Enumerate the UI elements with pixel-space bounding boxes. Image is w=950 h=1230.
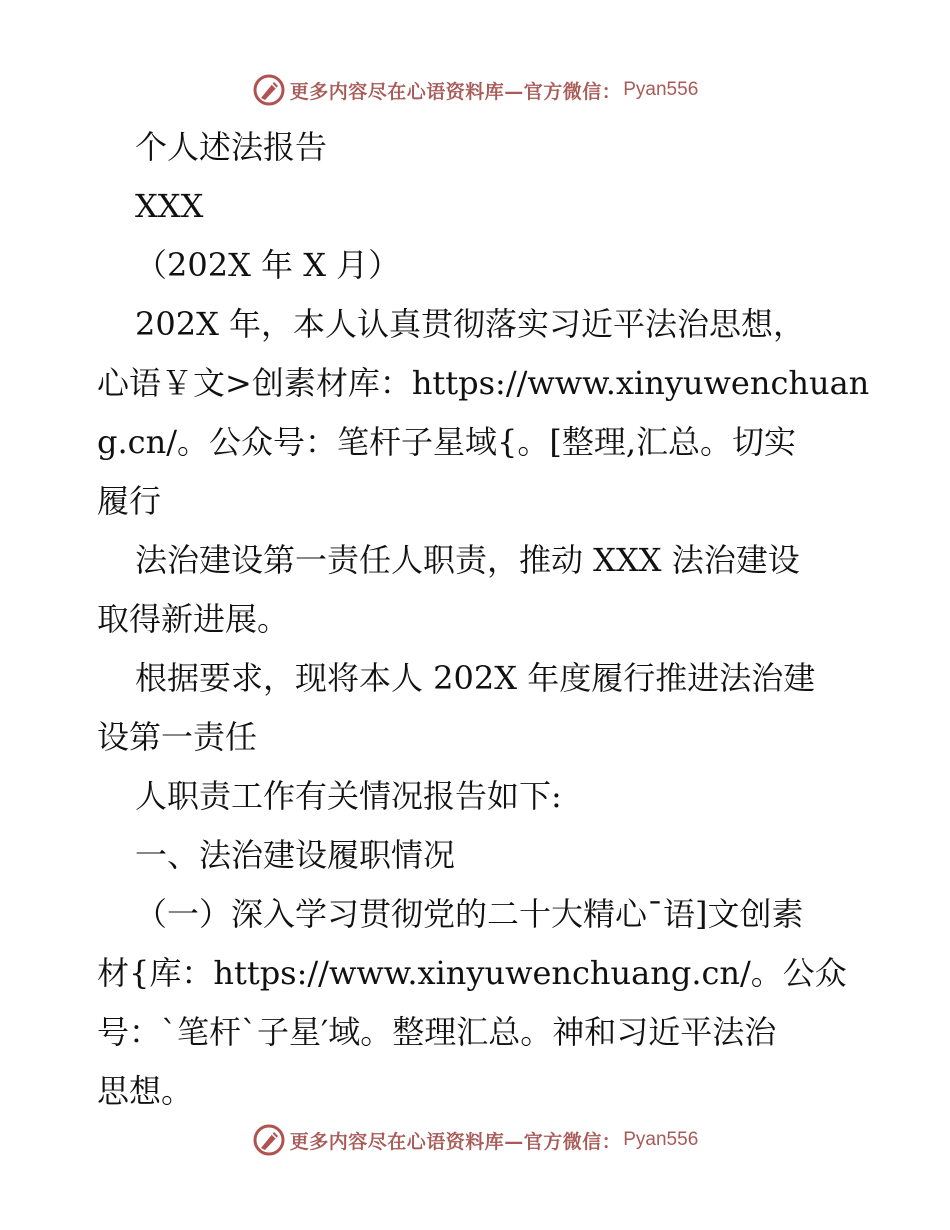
doc-line: 履行 bbox=[97, 482, 162, 520]
doc-line: 号：`笔杆`子星′域。整理汇总。神和习近平法治 bbox=[97, 1013, 777, 1051]
watermark-text: 更多内容尽在心语资料库—官方微信： bbox=[289, 1130, 622, 1153]
doc-line: 取得新进展。 bbox=[97, 600, 290, 638]
doc-line: 心语￥文>创素材库：https://www.xinyuwenchuan bbox=[97, 364, 870, 402]
doc-author: XXX bbox=[135, 187, 204, 225]
pen-nib-logo-icon bbox=[252, 1123, 286, 1157]
doc-line: 思想。 bbox=[97, 1072, 194, 1110]
document-body bbox=[97, 118, 870, 1121]
doc-line: 设第一责任 bbox=[97, 718, 258, 756]
doc-line: 材{库：https://www.xinyuwenchuang.cn/。公众 bbox=[97, 954, 847, 992]
doc-date: （202X 年 X 月） bbox=[135, 246, 401, 284]
doc-line: （一）深入学习贯彻党的二十大精心¯语]文创素 bbox=[135, 895, 804, 933]
watermark-wechat-id: Pyan556 bbox=[623, 1129, 699, 1150]
pen-nib-logo-icon bbox=[252, 73, 286, 107]
doc-line: g.cn/。公众号：笔杆子星域{。[整理,汇总。切实 bbox=[97, 423, 796, 461]
watermark-text: 更多内容尽在心语资料库—官方微信： bbox=[289, 80, 622, 103]
doc-line: 人职责工作有关情况报告如下: bbox=[135, 777, 562, 815]
doc-line: 202X 年，本人认真贯彻落实习近平法治思想， bbox=[135, 305, 806, 343]
watermark-header bbox=[0, 70, 950, 110]
watermark-footer bbox=[0, 1120, 950, 1160]
watermark-wechat-id: Pyan556 bbox=[623, 79, 699, 100]
doc-line: 根据要求，现将本人 202X 年度履行推进法治建 bbox=[135, 659, 816, 697]
section-heading: 一、法治建设履职情况 bbox=[135, 836, 456, 874]
doc-title: 个人述法报告 bbox=[135, 128, 328, 166]
doc-line: 法治建设第一责任人职责，推动 XXX 法治建设 bbox=[135, 541, 800, 579]
